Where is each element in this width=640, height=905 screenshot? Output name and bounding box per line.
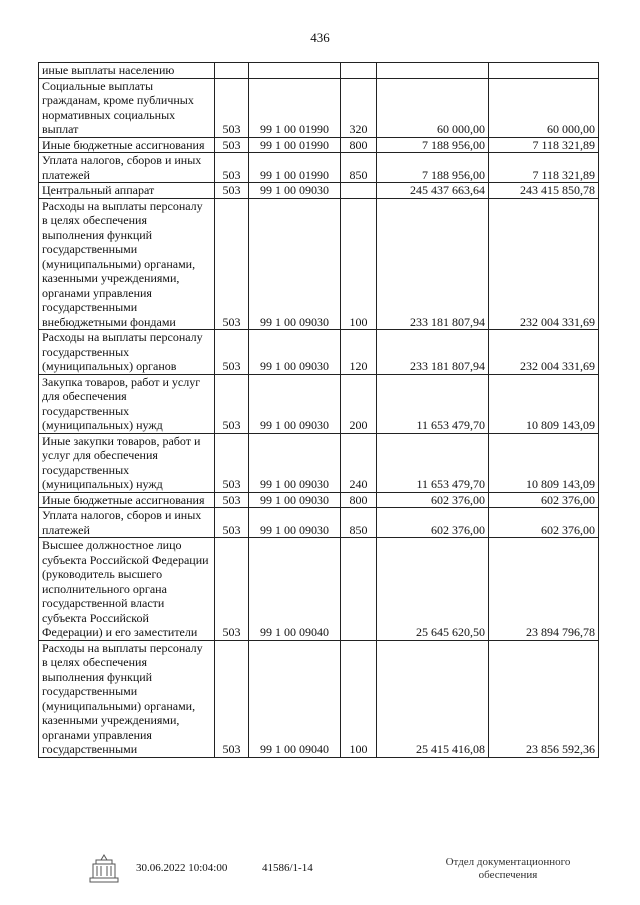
cell-name: Иные бюджетные ассигнования — [39, 137, 215, 153]
cell-name: Иные бюджетные ассигнования — [39, 492, 215, 508]
cell-amount-2: 60 000,00 — [489, 78, 599, 137]
cell-target-article: 99 1 00 01990 — [249, 78, 341, 137]
table-row — [39, 330, 599, 375]
cell-department-code: 503 — [215, 78, 249, 137]
cell-amount-2: 10 809 143,09 — [489, 374, 599, 433]
cell-target-article: 99 1 00 09030 — [249, 374, 341, 433]
cell-amount-2: 7 118 321,89 — [489, 137, 599, 153]
cell-name: Уплата налогов, сборов и иных платежей — [39, 508, 215, 538]
table-row — [39, 508, 599, 538]
footer-datetime: 30.06.2022 10:04:00 — [136, 862, 228, 874]
cell-amount-1: 602 376,00 — [377, 508, 489, 538]
budget-table — [38, 62, 599, 758]
cell-amount-1: 11 653 479,70 — [377, 374, 489, 433]
cell-department-code: 503 — [215, 198, 249, 330]
cell-department-code: 503 — [215, 374, 249, 433]
table-row — [39, 374, 599, 433]
table-row — [39, 153, 599, 183]
table-row — [39, 492, 599, 508]
cell-name: Социальные выплаты гражданам, кроме публичных нормативных социальных выплат — [39, 78, 215, 137]
footer-department — [418, 856, 598, 882]
cell-name: Иные закупки товаров, работ и услуг для обеспечения государственных (муниципальных) нужд — [39, 433, 215, 492]
cell-amount-1 — [377, 63, 489, 79]
cell-target-article — [249, 63, 341, 79]
cell-expense-type: 200 — [341, 374, 377, 433]
cell-amount-1: 7 188 956,00 — [377, 153, 489, 183]
cell-amount-1: 233 181 807,94 — [377, 330, 489, 375]
table-row — [39, 640, 599, 757]
cell-department-code: 503 — [215, 640, 249, 757]
page-footer — [0, 852, 640, 902]
cell-name: Уплата налогов, сборов и иных платежей — [39, 153, 215, 183]
cell-expense-type — [341, 538, 377, 641]
cell-name: Расходы на выплаты персоналу государственных (муниципальных) органов — [39, 330, 215, 375]
cell-amount-1: 602 376,00 — [377, 492, 489, 508]
cell-expense-type: 320 — [341, 78, 377, 137]
table-row — [39, 433, 599, 492]
table-row — [39, 198, 599, 330]
cell-amount-1: 7 188 956,00 — [377, 137, 489, 153]
cell-amount-1: 25 645 620,50 — [377, 538, 489, 641]
cell-target-article: 99 1 00 09030 — [249, 508, 341, 538]
building-stamp-icon — [86, 852, 122, 888]
cell-amount-2: 10 809 143,09 — [489, 433, 599, 492]
table-row — [39, 63, 599, 79]
footer-department-line-2: обеспечения — [478, 869, 538, 881]
cell-amount-1: 245 437 663,64 — [377, 183, 489, 199]
cell-amount-1: 25 415 416,08 — [377, 640, 489, 757]
cell-amount-1: 11 653 479,70 — [377, 433, 489, 492]
cell-amount-2: 232 004 331,69 — [489, 198, 599, 330]
cell-expense-type: 850 — [341, 153, 377, 183]
cell-name: Центральный аппарат — [39, 183, 215, 199]
cell-department-code: 503 — [215, 538, 249, 641]
cell-target-article: 99 1 00 01990 — [249, 137, 341, 153]
cell-target-article: 99 1 00 09030 — [249, 330, 341, 375]
cell-name: иные выплаты населению — [39, 63, 215, 79]
budget-table-body — [39, 63, 599, 758]
cell-expense-type: 100 — [341, 640, 377, 757]
cell-target-article: 99 1 00 09030 — [249, 492, 341, 508]
cell-department-code: 503 — [215, 137, 249, 153]
cell-name: Расходы на выплаты персоналу в целях обеспечения выполнения функций государственными (муниципальными) органами, казенными учреждениями, органами управления государственными внебюджетными фондами — [39, 198, 215, 330]
page-number: 436 — [310, 30, 330, 45]
cell-amount-2: 602 376,00 — [489, 508, 599, 538]
cell-target-article: 99 1 00 09030 — [249, 183, 341, 199]
table-row — [39, 137, 599, 153]
cell-expense-type: 120 — [341, 330, 377, 375]
cell-name: Высшее должностное лицо субъекта Российской Федерации (руководитель высшего исполнительного органа государственной власти субъекта Российской Федерации) и его заместители — [39, 538, 215, 641]
cell-expense-type: 800 — [341, 492, 377, 508]
cell-department-code: 503 — [215, 433, 249, 492]
cell-amount-2: 243 415 850,78 — [489, 183, 599, 199]
cell-department-code: 503 — [215, 492, 249, 508]
cell-department-code: 503 — [215, 508, 249, 538]
cell-name: Закупка товаров, работ и услуг для обеспечения государственных (муниципальных) нужд — [39, 374, 215, 433]
footer-department-line-1: Отдел документационного — [445, 856, 571, 868]
table-row — [39, 78, 599, 137]
cell-department-code: 503 — [215, 183, 249, 199]
cell-amount-2 — [489, 63, 599, 79]
cell-department-code — [215, 63, 249, 79]
cell-expense-type: 240 — [341, 433, 377, 492]
cell-amount-1: 233 181 807,94 — [377, 198, 489, 330]
cell-amount-2: 23 894 796,78 — [489, 538, 599, 641]
cell-amount-2: 23 856 592,36 — [489, 640, 599, 757]
cell-amount-2: 7 118 321,89 — [489, 153, 599, 183]
cell-target-article: 99 1 00 09030 — [249, 433, 341, 492]
table-row — [39, 183, 599, 199]
cell-amount-2: 602 376,00 — [489, 492, 599, 508]
table-row — [39, 538, 599, 641]
cell-target-article: 99 1 00 09040 — [249, 538, 341, 641]
cell-expense-type: 850 — [341, 508, 377, 538]
cell-target-article: 99 1 00 09030 — [249, 198, 341, 330]
cell-expense-type — [341, 183, 377, 199]
cell-target-article: 99 1 00 09040 — [249, 640, 341, 757]
cell-amount-1: 60 000,00 — [377, 78, 489, 137]
cell-name: Расходы на выплаты персоналу в целях обеспечения выполнения функций государственными (муниципальными) органами, казенными учреждениями, органами управления государственными — [39, 640, 215, 757]
cell-expense-type: 100 — [341, 198, 377, 330]
cell-department-code: 503 — [215, 153, 249, 183]
footer-document-number: 41586/1-14 — [262, 862, 313, 874]
cell-department-code: 503 — [215, 330, 249, 375]
cell-amount-2: 232 004 331,69 — [489, 330, 599, 375]
cell-expense-type: 800 — [341, 137, 377, 153]
cell-target-article: 99 1 00 01990 — [249, 153, 341, 183]
cell-expense-type — [341, 63, 377, 79]
